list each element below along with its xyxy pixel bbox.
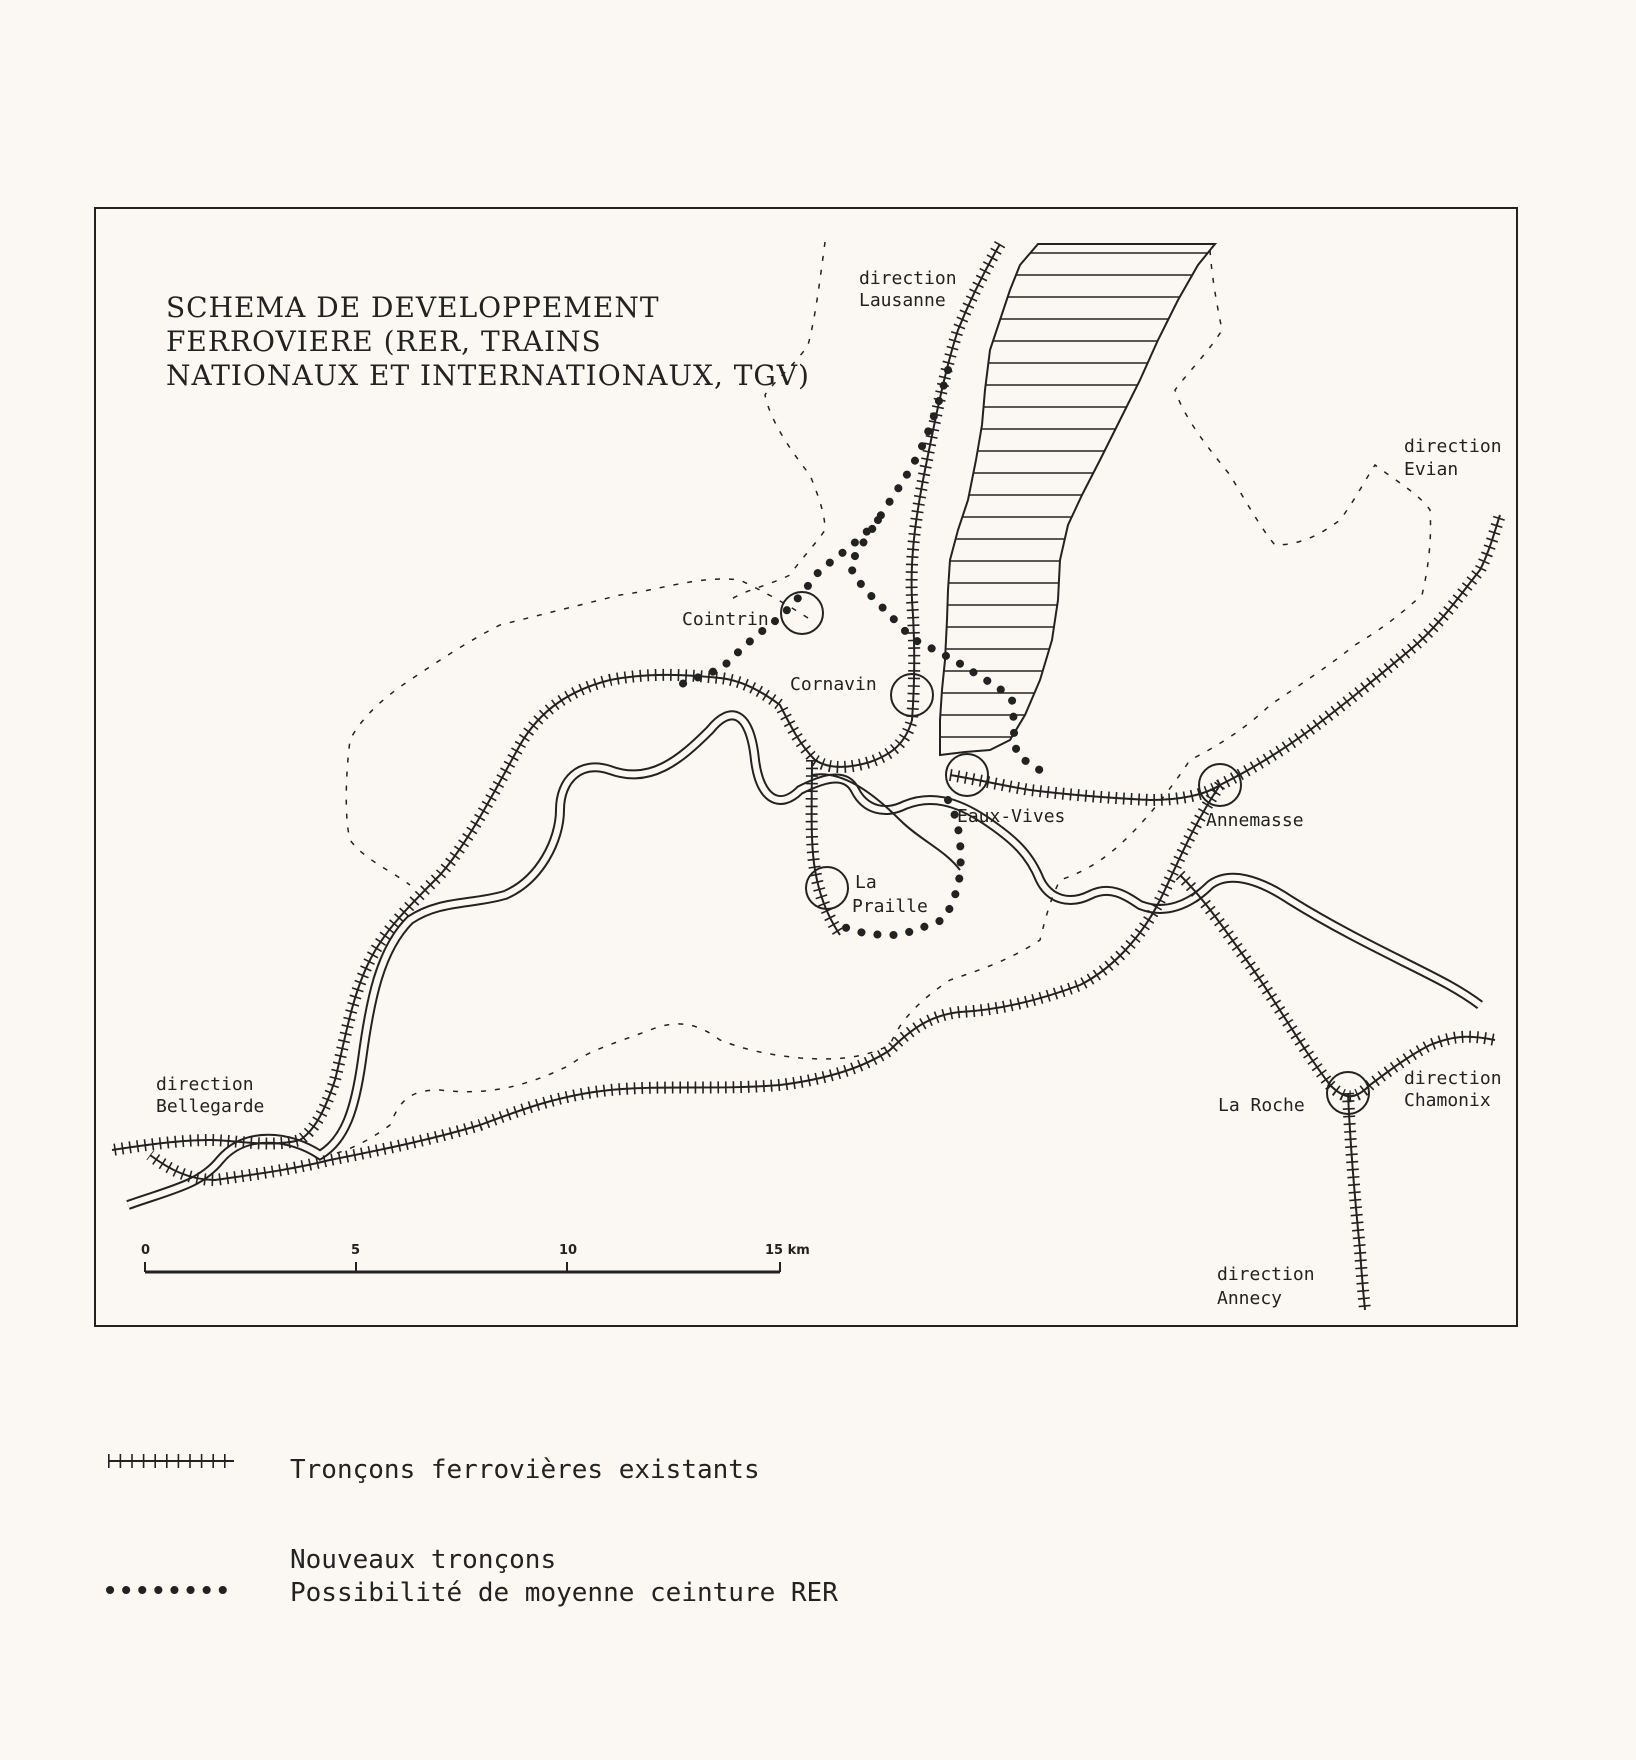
label-la-praille-line2: Praille [852,896,928,917]
dir-evian-line2: Evian [1404,459,1459,480]
legend-item-new [110,1545,838,1608]
dir-lausanne-line2: Lausanne [859,290,946,311]
dir-evian-line1: direction [1404,436,1502,457]
lake-geneva [940,244,1215,755]
rhone-river [128,715,1480,1205]
title-line-3: NATIONAUX ET INTERNATIONAUX, TGV) [166,359,810,392]
dir-lausanne-line1: direction [859,268,957,289]
dir-bellegarde-line2: Bellegarde [156,1096,265,1117]
dir-annecy-line2: Annecy [1217,1288,1283,1309]
legend-new-label-1: Nouveaux tronçons [290,1545,557,1575]
label-cornavin: Cornavin [790,674,877,695]
map-title [166,291,810,392]
dir-chamonix-line1: direction [1404,1068,1502,1089]
label-eaux-vives: Eaux-Vives [957,806,1066,827]
scale-tick-5: 5 [351,1243,361,1258]
legend-item-existing [108,1455,760,1485]
legend-existing-label: Tronçons ferrovières existants [290,1455,760,1485]
dir-annecy-line1: direction [1217,1264,1315,1285]
scale-tick-10: 10 [559,1243,578,1258]
scale-tick-15: 15 km [765,1243,810,1258]
scale-tick-0: 0 [141,1243,151,1258]
label-cointrin: Cointrin [682,609,769,630]
direction-labels [156,268,1502,1309]
title-line-2: FERROVIERE (RER, TRAINS [166,325,602,358]
dir-chamonix-line2: Chamonix [1404,1090,1491,1111]
legend [108,1455,838,1608]
label-la-roche: La Roche [1218,1095,1305,1116]
station-markers [781,592,1369,1114]
scale-bar [141,1243,810,1272]
dir-bellegarde-line1: direction [156,1074,254,1095]
title-line-1: SCHEMA DE DEVELOPPEMENT [166,291,660,324]
label-annemasse: Annemasse [1206,810,1304,831]
legend-new-label-2: Possibilité de moyenne ceinture RER [290,1578,838,1608]
label-la-praille-line1: La [855,872,877,893]
